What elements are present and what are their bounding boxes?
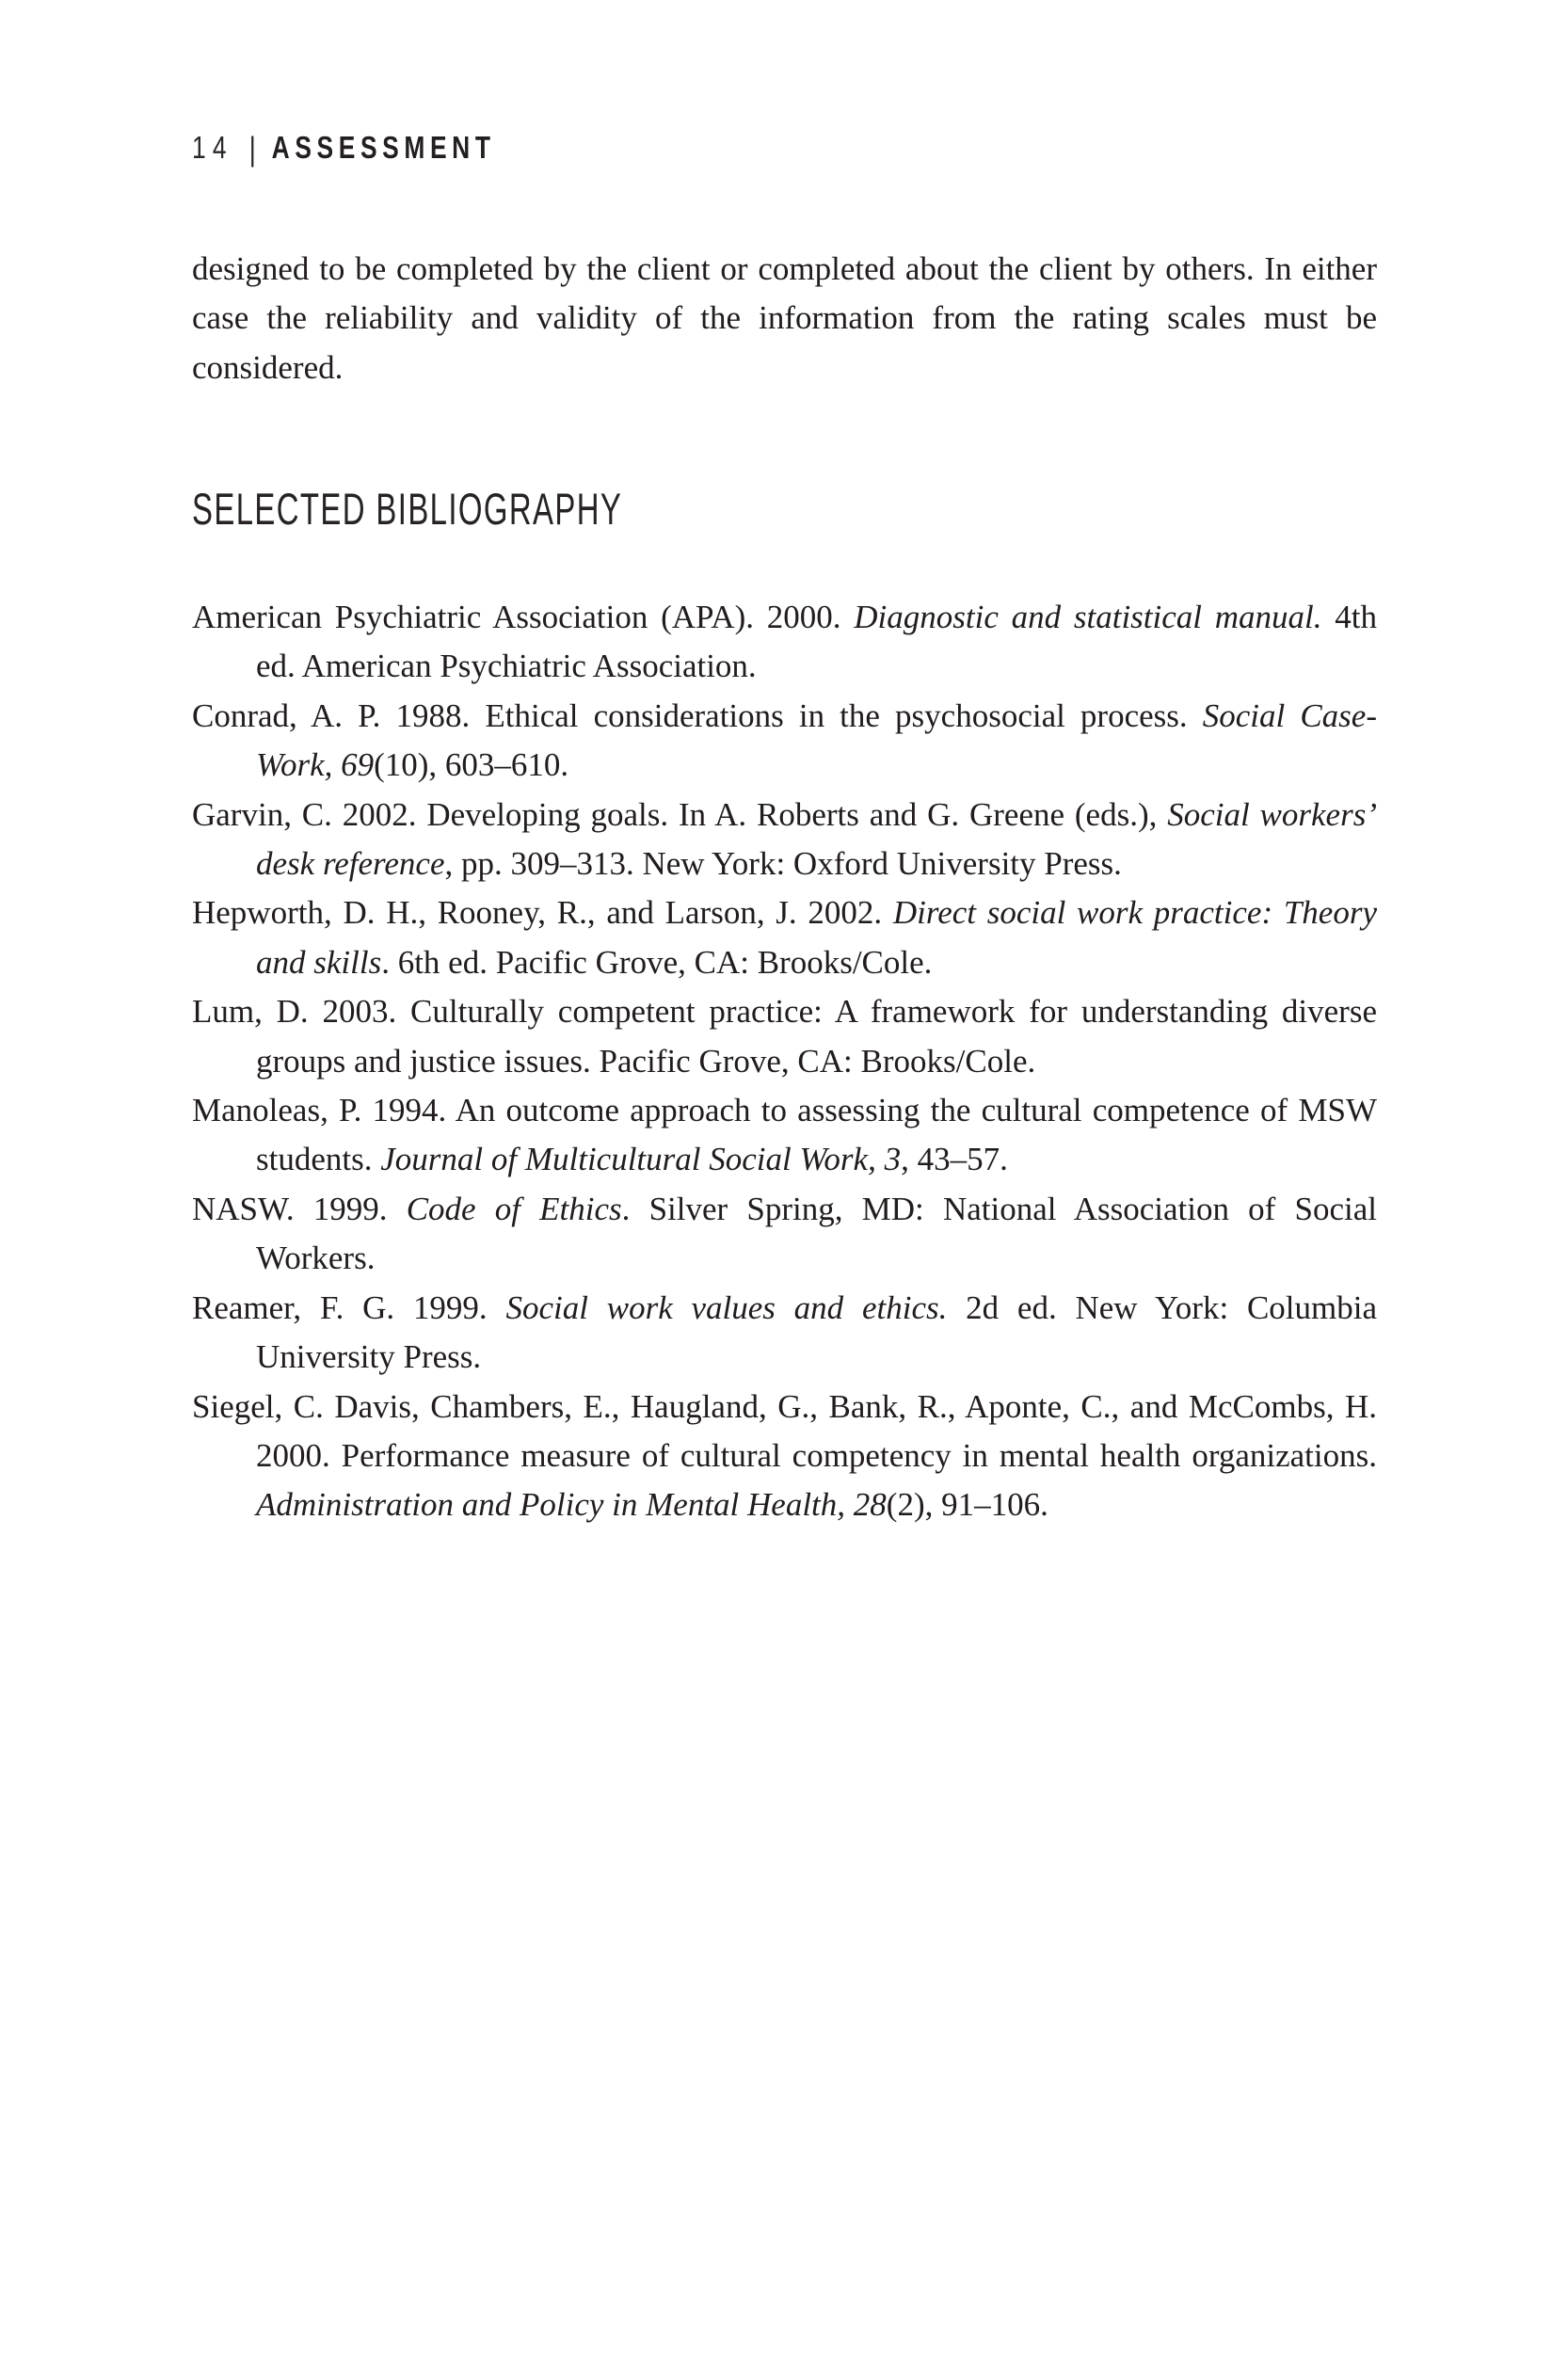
reference-title-italic: Direct social work practice: Theory and skills <box>256 894 1377 981</box>
reference-text: , pp. 309–313. New York: Oxford University Press. <box>444 845 1122 883</box>
reference-entry <box>192 888 1377 987</box>
running-title: ASSESSMENT <box>271 130 496 165</box>
reference-title-italic: Journal of Multicultural Social Work, 3 <box>380 1141 902 1178</box>
reference-text: Siegel, C. Davis, Chambers, E., Haugland, G., Bank, R., Aponte, C., and McCombs, H. 2000. Performance measure of cultural competency in mental health organizations. <box>192 1387 1377 1474</box>
reference-text: , 43–57. <box>901 1141 1008 1178</box>
reference-title-italic: Social work values and ethics. <box>505 1288 948 1326</box>
running-head <box>192 130 496 168</box>
header-divider: | <box>248 131 256 168</box>
reference-text: (10), 603–610. <box>374 746 569 784</box>
reference-entry <box>192 593 1377 692</box>
reference-entry <box>192 987 1377 1086</box>
page-number: 14 <box>192 130 233 165</box>
bibliography-list <box>192 593 1377 1530</box>
intro-paragraph: designed to be completed by the client or completed about the client by others. In either case the reliability and validity of the information from the rating scales must be considered. <box>192 250 1377 386</box>
reference-text: NASW. 1999. <box>192 1190 407 1227</box>
reference-text: Hepworth, D. H., Rooney, R., and Larson, J. 2002. <box>192 894 893 932</box>
reference-text: Manoleas, P. 1994. An outcome approach to assessing the cultural competence of MSW students. <box>192 1092 1377 1178</box>
reference-entry <box>192 1185 1377 1284</box>
reference-title-italic: Social Case-Work, 69 <box>256 696 1377 784</box>
reference-text: 2d ed. New York: Columbia University Press. <box>256 1288 1377 1376</box>
reference-text: Lum, D. 2003. Culturally competent practice: A framework for understanding diverse groups and justice issues. Pacific Grove, CA: Brooks/Cole. <box>192 993 1377 1080</box>
reference-text: Conrad, A. P. 1988. Ethical considerations in the psychosocial process. <box>192 696 1203 734</box>
reference-title-italic: Diagnostic and statistical manual. <box>854 599 1322 635</box>
reference-entry <box>192 1284 1377 1383</box>
reference-title-italic: Administration and Policy in Mental Health, 28 <box>256 1486 887 1524</box>
reference-entry <box>192 1086 1377 1185</box>
reference-entry <box>192 692 1377 791</box>
reference-entry <box>192 1383 1377 1530</box>
reference-text: (2), 91–106. <box>886 1486 1048 1524</box>
reference-text: American Psychiatric Association (APA). 2000. <box>192 599 855 635</box>
reference-title-italic: Social workers’ desk reference <box>256 795 1377 883</box>
reference-text: . Silver Spring, MD: National Association of Social Workers. <box>256 1190 1377 1277</box>
section-heading: SELECTED BIBLIOGRAPHY <box>192 484 623 534</box>
reference-title-italic: Code of Ethics <box>406 1190 622 1227</box>
reference-text: . 6th ed. Pacific Grove, CA: Brooks/Cole. <box>381 943 933 981</box>
reference-text: Reamer, F. G. 1999. <box>192 1288 506 1326</box>
reference-text: Garvin, C. 2002. Developing goals. In A. Roberts and G. Greene (eds.), <box>192 795 1168 833</box>
reference-entry <box>192 791 1377 889</box>
reference-text: 4th ed. American Psychiatric Association. <box>256 599 1377 685</box>
